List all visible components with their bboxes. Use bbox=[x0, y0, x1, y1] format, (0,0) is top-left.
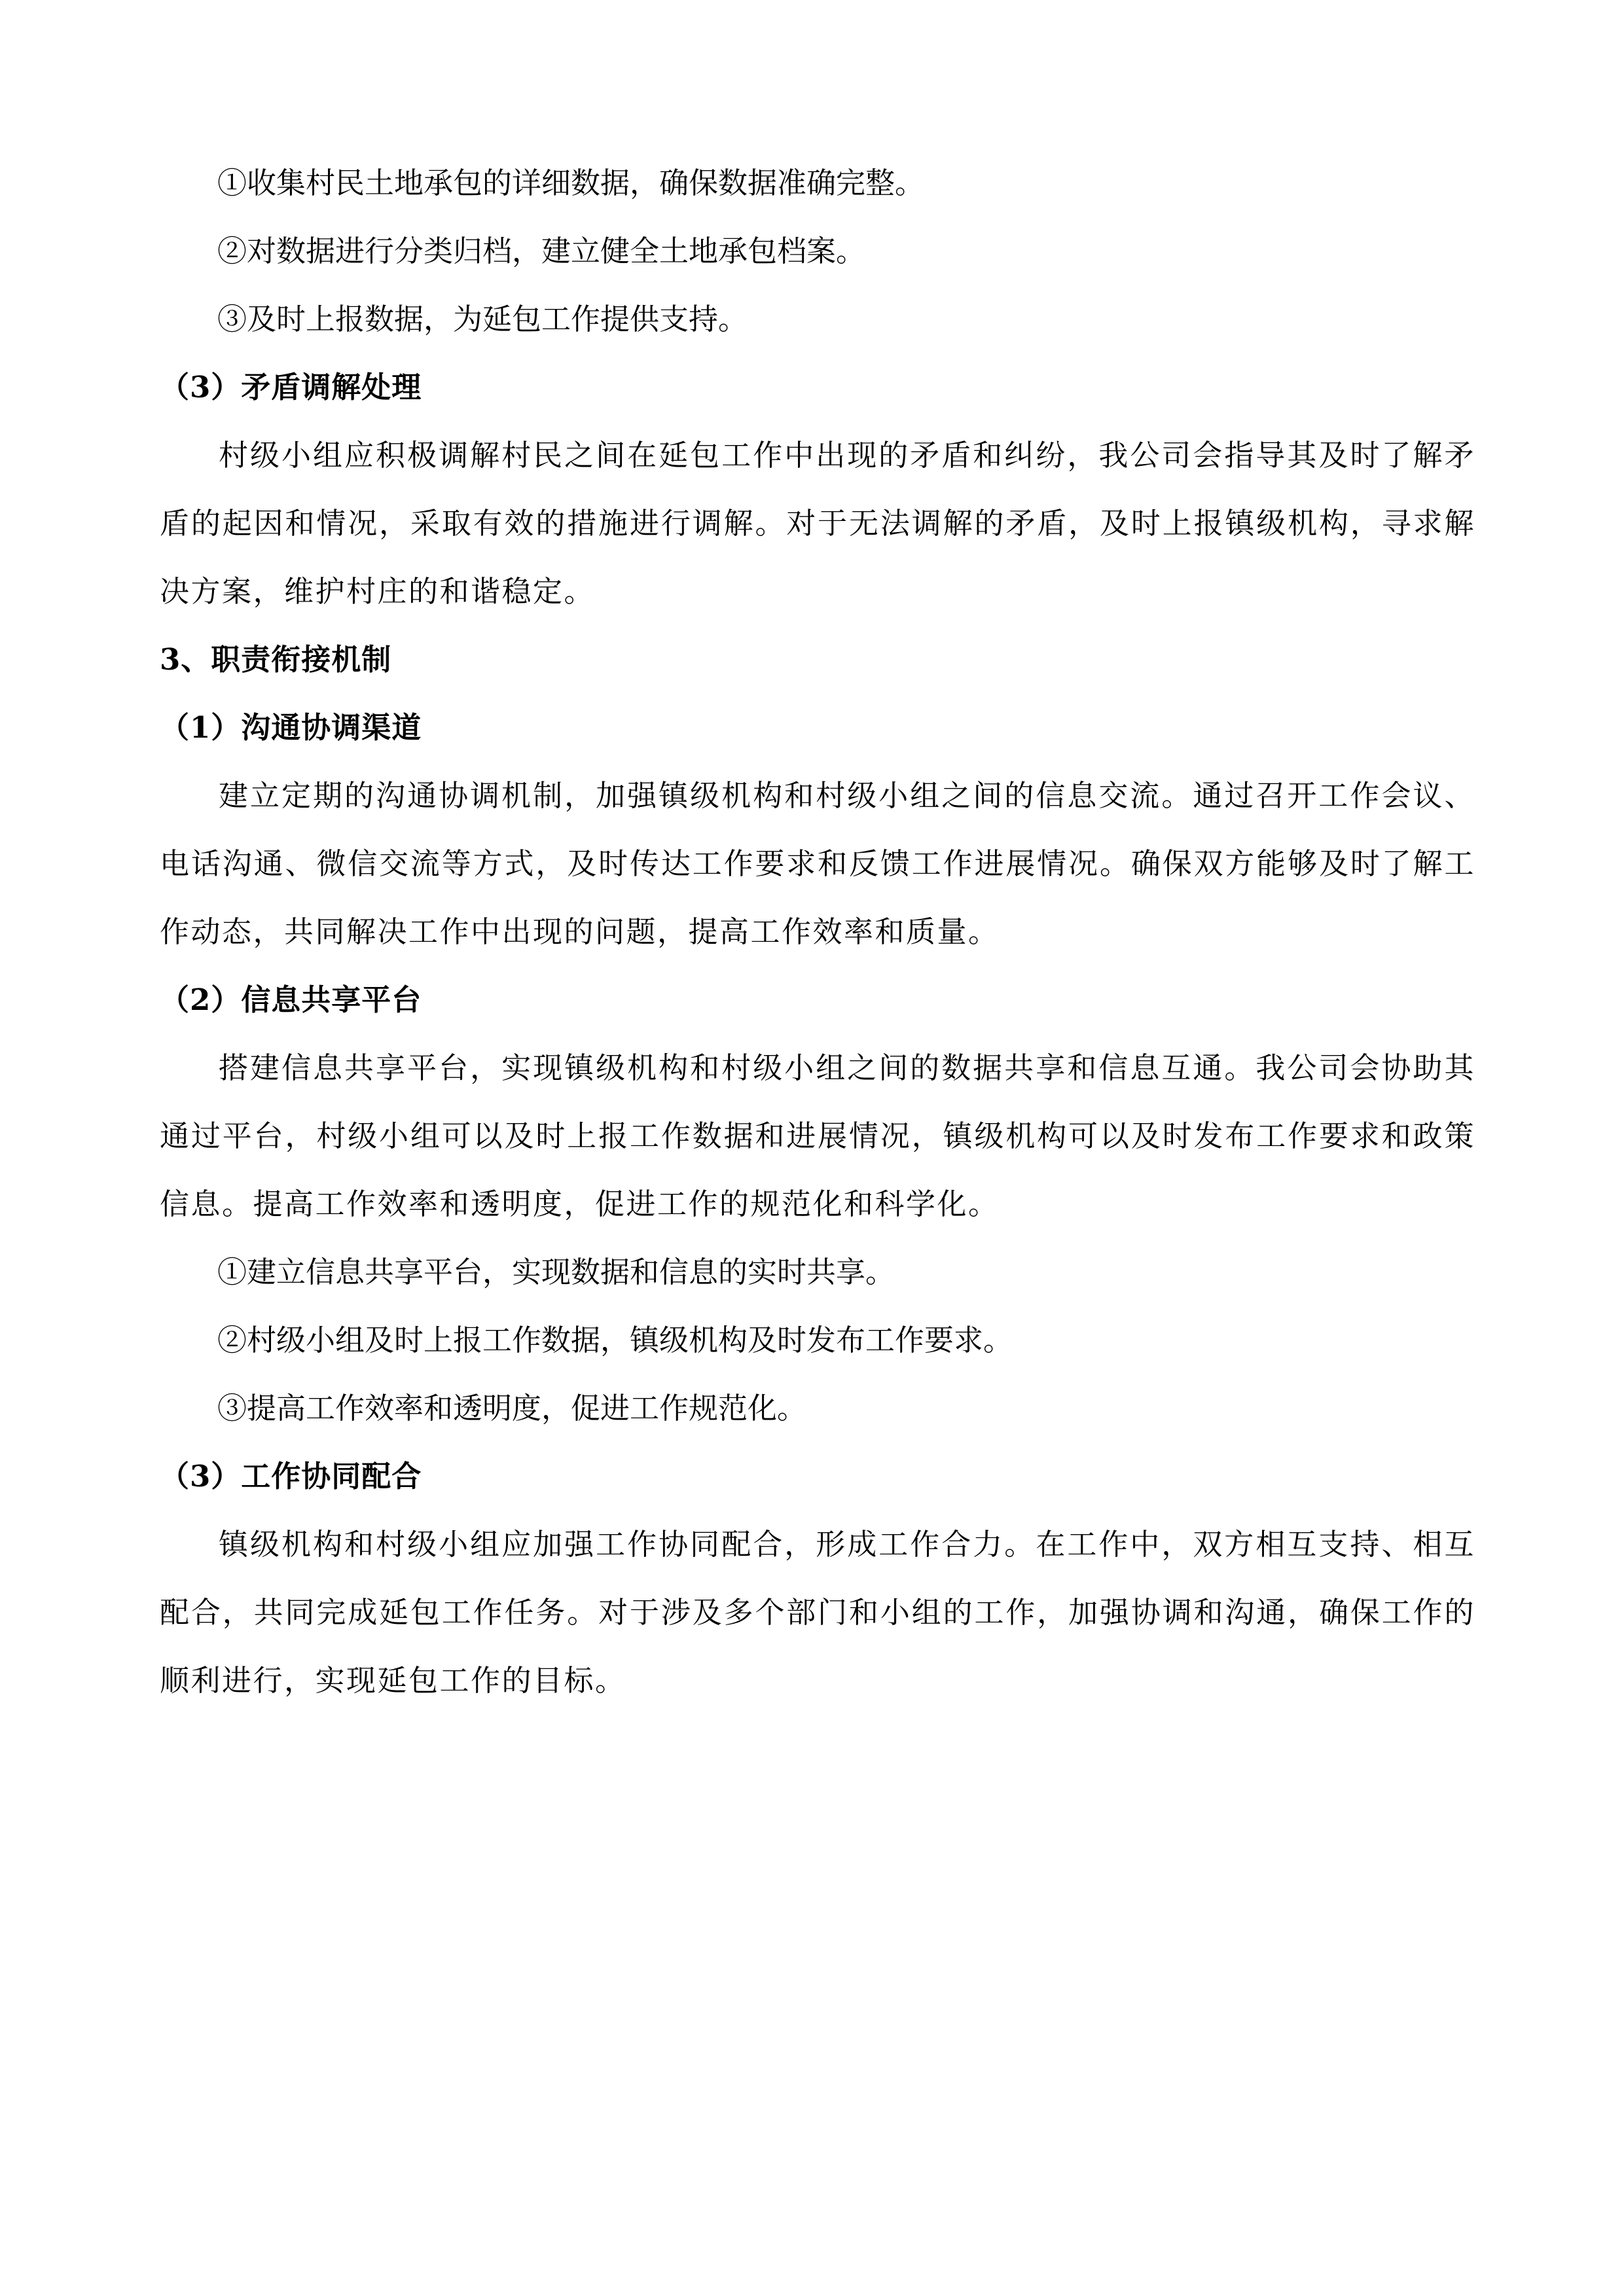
subheading-info-sharing-platform: （2）信息共享平台 bbox=[160, 982, 422, 1017]
section-heading-responsibility-link: 3、职责衔接机制 bbox=[160, 642, 392, 677]
subheading-dispute-mediation: （3）矛盾调解处理 bbox=[160, 370, 422, 404]
list-item: ③提高工作效率和透明度，促进工作规范化。 bbox=[217, 1391, 807, 1426]
subheading-work-coordination: （3）工作协同配合 bbox=[160, 1459, 422, 1494]
paragraph-communication-channel: 建立定期的沟通协调机制，加强镇级机构和村级小组之间的信息交流。通过召开工作会议、电话沟通、微信交流等方式，及时传达工作要求和反馈工作进展情况。确保双方能够及时了解工作动态，共同解决工作中出现的问题，提高工作效率和质量。 bbox=[160, 778, 1475, 949]
list-item: ②对数据进行分类归档，建立健全土地承包档案。 bbox=[217, 234, 866, 268]
list-item: ③及时上报数据，为延包工作提供支持。 bbox=[217, 302, 748, 336]
list-item: ②村级小组及时上报工作数据，镇级机构及时发布工作要求。 bbox=[217, 1323, 1013, 1357]
list-item: ①收集村民土地承包的详细数据，确保数据准确完整。 bbox=[217, 166, 925, 200]
subheading-communication-channel: （1）沟通协调渠道 bbox=[160, 710, 422, 745]
document-body bbox=[160, 149, 1475, 1715]
paragraph-info-sharing-platform: 搭建信息共享平台，实现镇级机构和村级小组之间的数据共享和信息互通。我公司会协助其通过平台，村级小组可以及时上报工作数据和进展情况，镇级机构可以及时发布工作要求和政策信息。提高工作效率和透明度，促进工作的规范化和科学化。 bbox=[160, 1050, 1475, 1221]
list-item: ①建立信息共享平台，实现数据和信息的实时共享。 bbox=[217, 1255, 895, 1289]
paragraph-work-coordination: 镇级机构和村级小组应加强工作协同配合，形成工作合力。在工作中，双方相互支持、相互配合，共同完成延包工作任务。对于涉及多个部门和小组的工作，加强协调和沟通，确保工作的顺利进行，实现延包工作的目标。 bbox=[160, 1527, 1475, 1698]
paragraph-dispute-mediation: 村级小组应积极调解村民之间在延包工作中出现的矛盾和纠纷，我公司会指导其及时了解矛盾的起因和情况，采取有效的措施进行调解。对于无法调解的矛盾，及时上报镇级机构，寻求解决方案，维护村庄的和谐稳定。 bbox=[160, 438, 1475, 609]
